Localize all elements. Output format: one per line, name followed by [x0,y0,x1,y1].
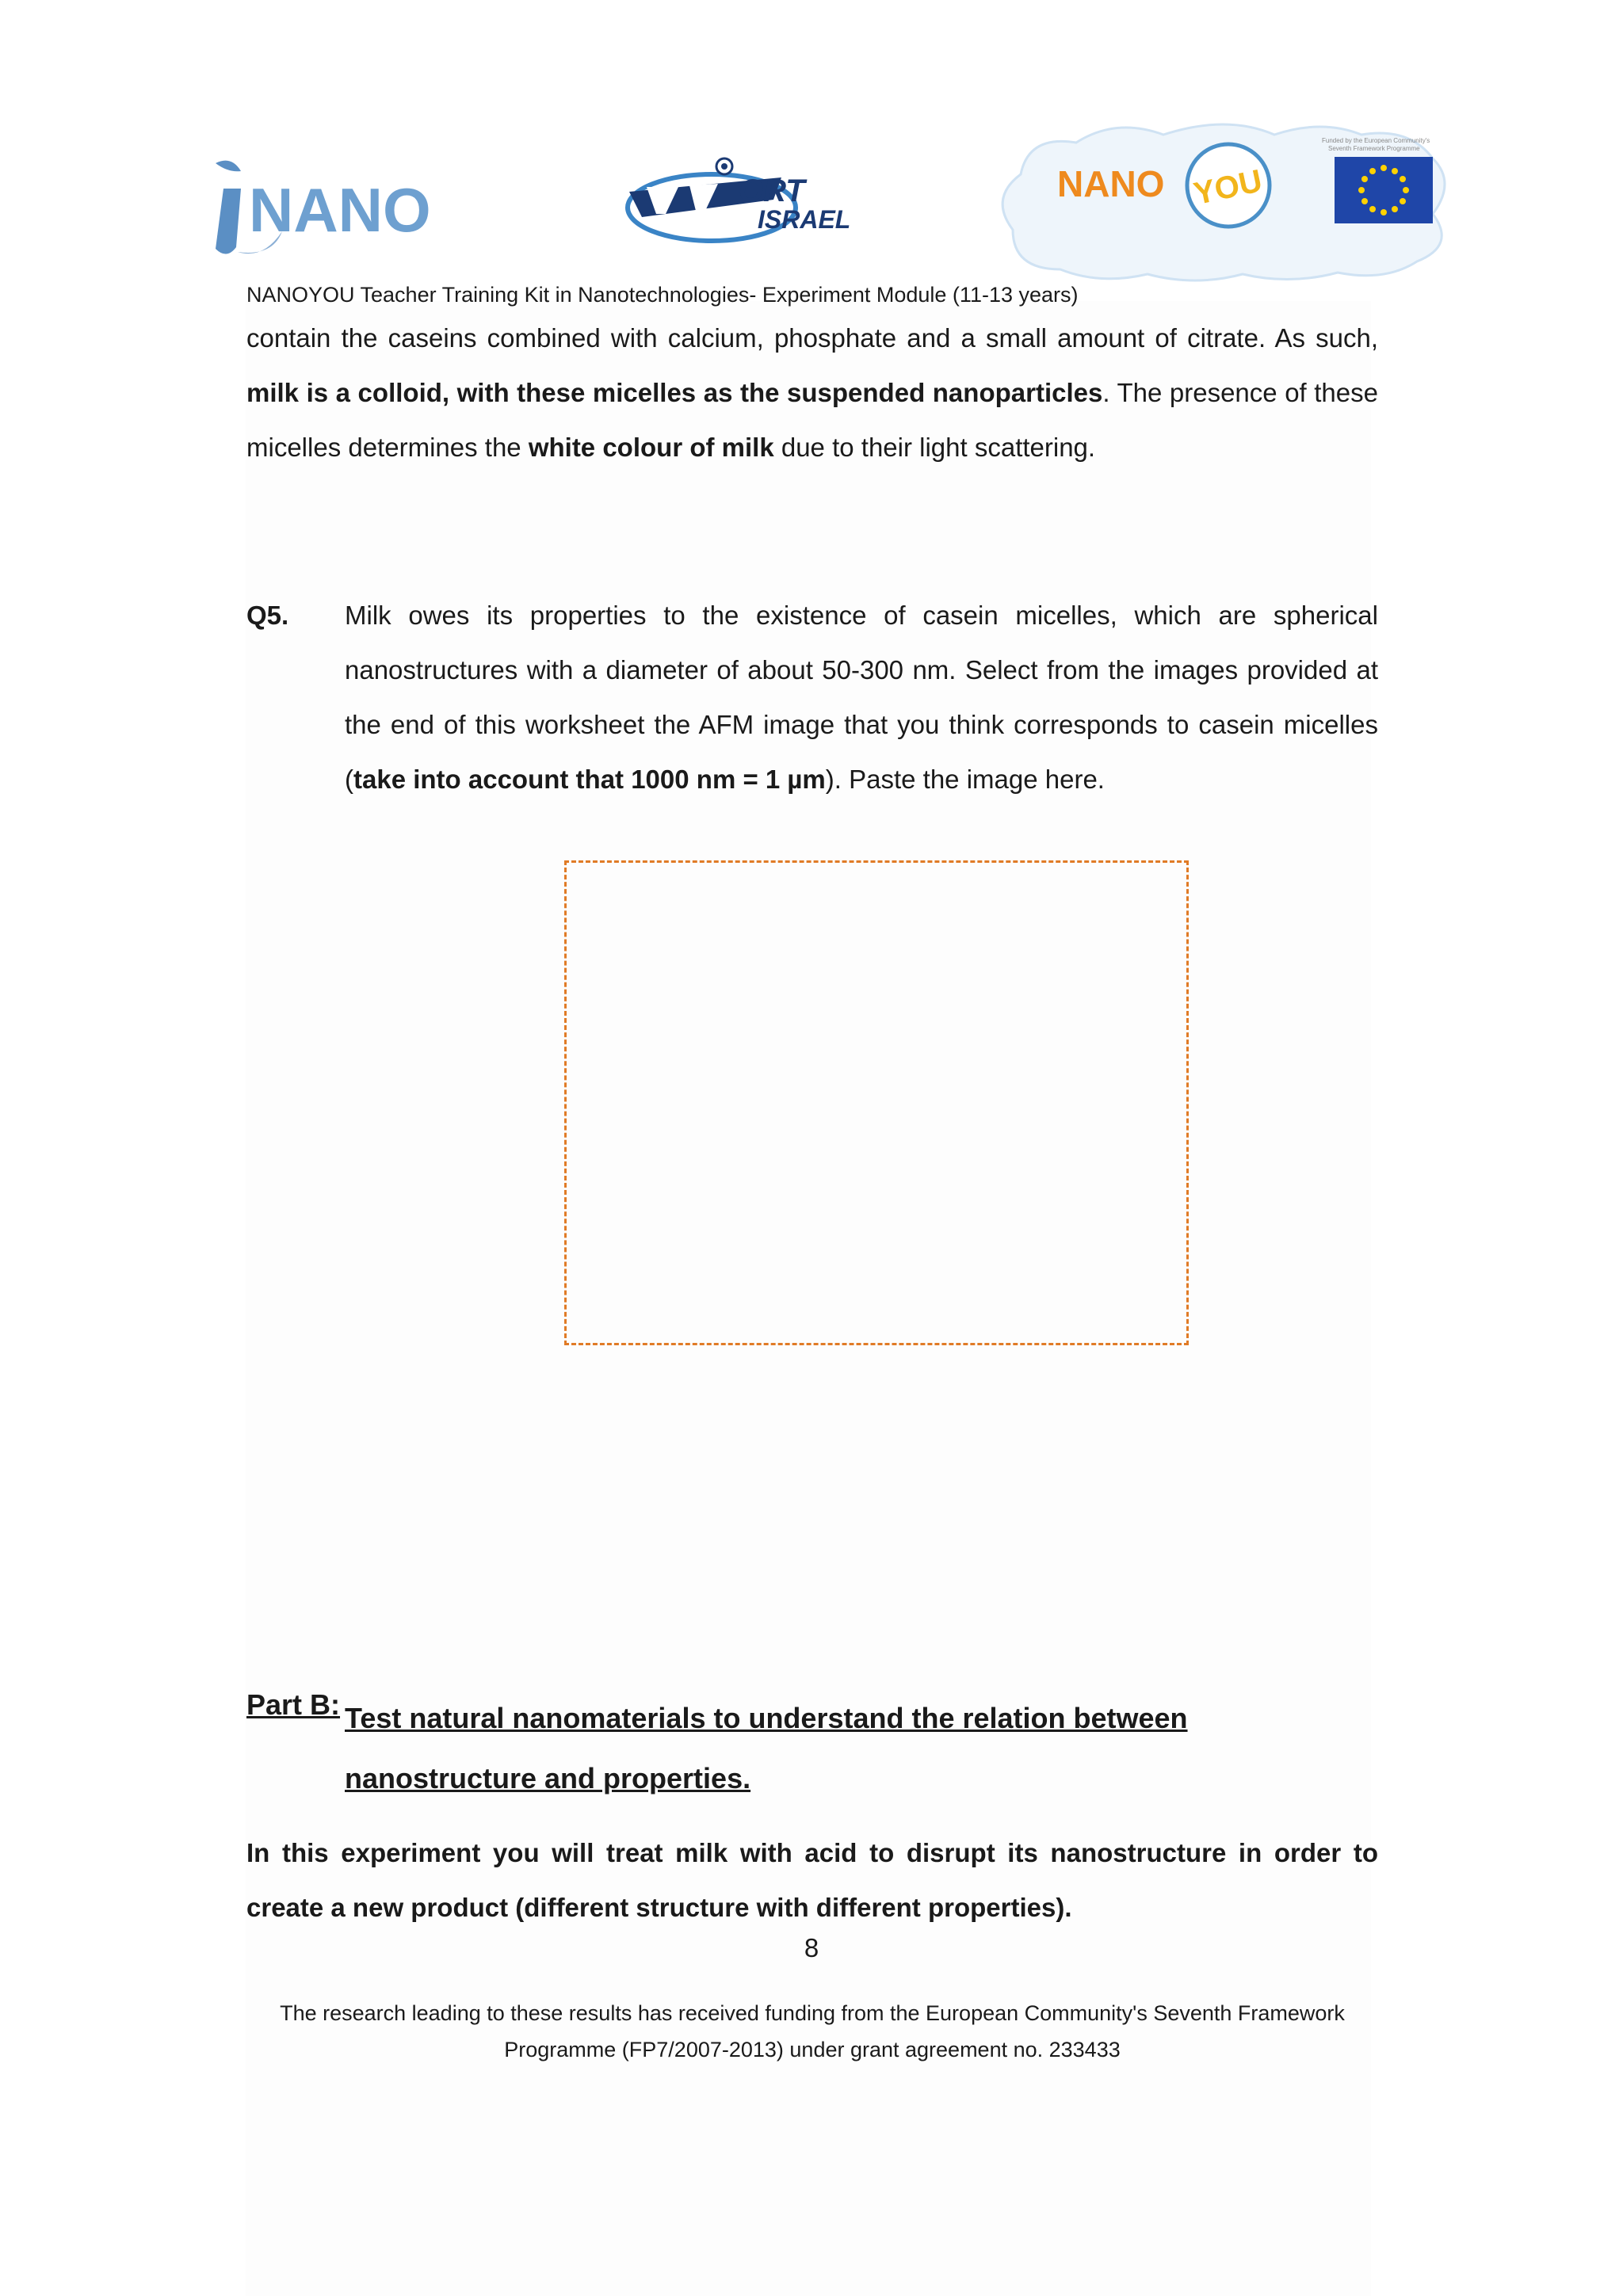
question-text: Milk owes its properties to the existence of casein micelles, which are spherical nanostructures with a diameter of about 50-300 nm. Select from the images provided at the end of this worksheet the AFM image that you think corresponds to casein micelles (take into account that 1000 nm = 1 µm). Paste the image here. [345,601,1378,794]
funding-footer-line-1: The research leading to these results has received funding from the European Community's Seventh Framework [280,2001,1345,2025]
nanoyou-logo [989,111,1457,285]
ort-israel-logo [623,155,861,244]
svg-text:NANO: NANO [1057,163,1165,204]
part-b-label: Part B: [246,1688,341,1721]
svg-text:Funded by the European Communi: Funded by the European Community's [1322,137,1430,144]
svg-text:ORT: ORT [739,174,805,208]
svg-text:ISRAEL: ISRAEL [758,205,851,234]
svg-text:NANO: NANO [249,175,431,245]
white-colour-bold-text: white colour of milk [528,433,774,462]
running-title: NANOYOU Teacher Training Kit in Nanotechnologies- Experiment Module (11-13 years) [246,283,1079,307]
experiment-intro: In this experiment you will treat milk with acid to disrupt its nanostructure in order to create a new product (different structure with different properties). [246,1838,1378,1922]
unit-conversion-bold-text: take into account that 1000 nm = 1 µm [353,765,826,794]
funding-footer-line-2: Programme (FP7/2007-2013) under grant agreement no. 233433 [504,2038,1121,2061]
image-paste-area[interactable] [564,860,1189,1345]
colloid-bold-text: milk is a colloid, with these micelles as the suspended nanoparticles [246,378,1103,407]
part-b-title: Test natural nanomaterials to understand the relation between nanostructure and properties. [345,1702,1188,1794]
svg-text:YOU: YOU [1190,163,1266,212]
funding-footer [246,1995,1378,2068]
page-number: 8 [804,1933,819,1962]
inano-logo [200,158,453,263]
micelle-paragraph: contain the caseins combined with calcium, phosphate and a small amount of citrate. As such, milk is a colloid, with these micelles as the suspended nanoparticles. The presence of these micelles determines the white colour of milk due to their light scattering. [246,323,1378,462]
question-label: Q5. [246,601,289,630]
svg-text:Seventh Framework Programme: Seventh Framework Programme [1328,145,1420,152]
